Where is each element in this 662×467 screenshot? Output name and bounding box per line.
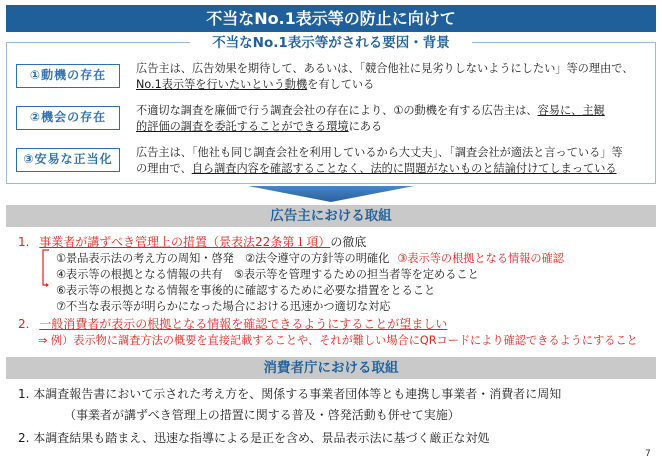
bracket-arrow-icon (40, 248, 50, 288)
page-number: 7 (645, 449, 651, 459)
measure-1-sub-1: ①景品表示法の考え方の周知・啓発 ②法令遵守の方針等の明確化 ③表示等の根拠となる情報の確認 (56, 252, 564, 265)
factor-opportunity-label: ②機会の存在 (16, 106, 120, 130)
factor-justification-text: 広告主は、「他社も同じ調査会社を利用しているから大丈夫」、「調査会社が適法と言っている」等 の理由で、自ら調査内容を確認することなく、法的に問題がないものと結論付けてしまっている (136, 146, 623, 175)
factor-motive-text: 広告主は、広告効果を期待して、あるいは、「競合他社に見劣りしないようにしたい」等の理由で、 No.1表示等を行いたいという動機を有している (136, 62, 634, 91)
caa-point-1: 1. 本調査報告書において示された考え方を、関係する事業者団体等とも連携し事業者・消費者に周知 (18, 387, 562, 401)
advertiser-heading: 広告主における取組 (6, 205, 656, 227)
measure-2-example: ⇒ 例）表示物に調査方法の概要を直接記載することや、それが難しい場合にQRコードにより確認できるようにすること (38, 334, 638, 347)
measure-1: 1. 事業者が講ずべき管理上の措置（景表法22条第１項）の徹底 (18, 235, 367, 249)
caa-point-1-sub: （事業者が講ずべき管理上の措置に関する普及・啓発活動も併せて実施） (64, 408, 460, 422)
page-title: 不当なNo.1表示等の防止に向けて (6, 5, 656, 32)
measure-2: 2. 一般消費者が表示の根拠となる情報を確認できるようにすることが望ましい (18, 317, 448, 331)
measure-1-sub-4: ⑦不当な表示等が明らかになった場合における迅速かつ適切な対応 (56, 300, 391, 313)
caa-heading: 消費者庁における取組 (6, 357, 656, 379)
factor-motive-label: ①動機の存在 (16, 64, 120, 88)
measure-1-sub-3: ⑥表示等の根拠となる情報を事後的に確認するために必要な措置をとること (56, 284, 436, 297)
factor-opportunity-text: 不適切な調査を廉価で行う調査会社の存在により、①の動機を有する広告主は、容易に、主観 的評価の調査を委託することができる環境にある (136, 104, 605, 133)
down-arrow-icon (248, 186, 414, 202)
caa-point-2: 2. 本調査結果も踏まえ、迅速な指導による是正を含め、景品表示法に基づく厳正な対処 (18, 431, 490, 445)
measure-1-sub-2: ④表示等の根拠となる情報の共有 ⑤表示等を管理するための担当者等を定めること (56, 268, 479, 281)
causes-heading: 不当なNo.1表示等がされる要因・背景 (190, 34, 472, 52)
factor-justification-label: ③安易な正当化 (16, 148, 120, 172)
